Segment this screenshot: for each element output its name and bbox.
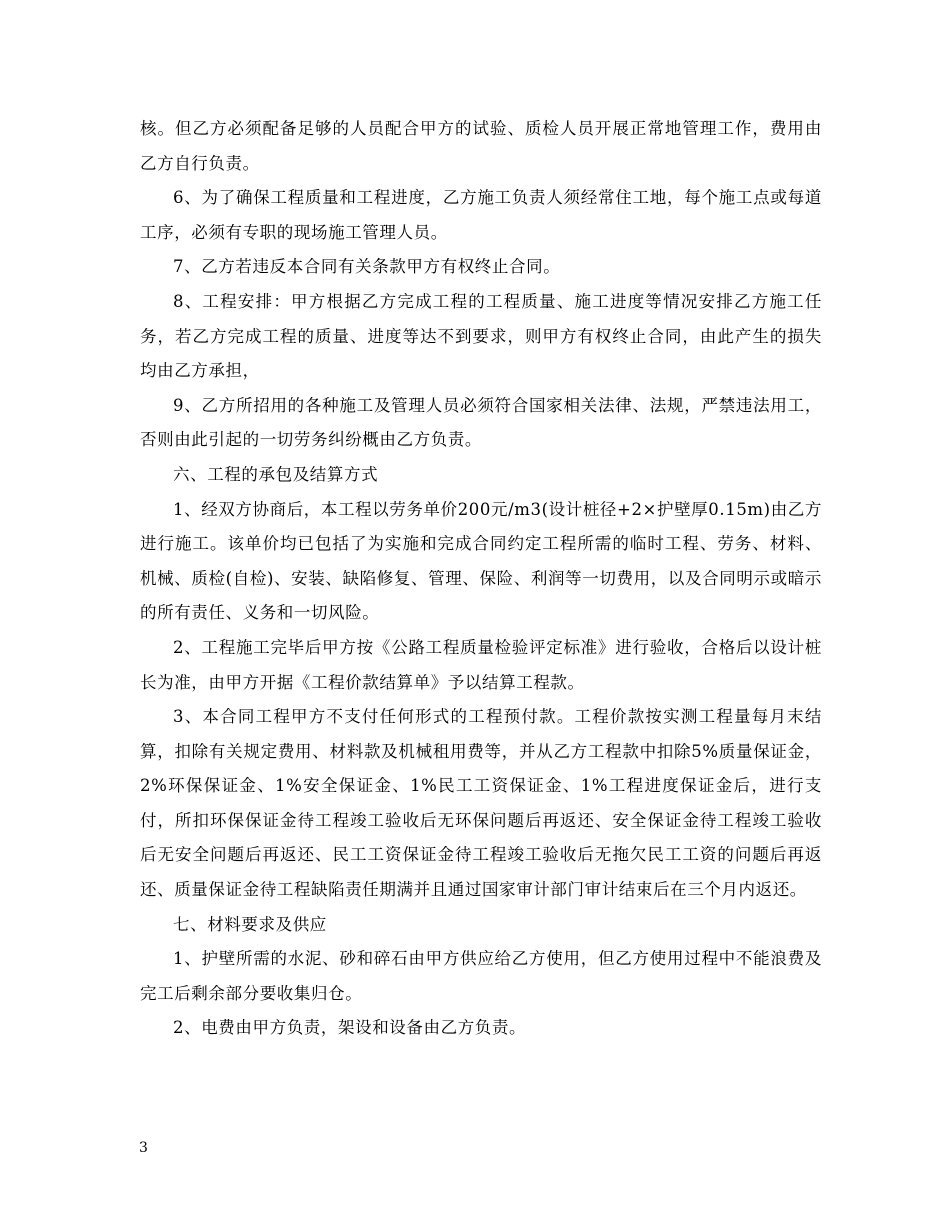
paragraph-clause-8: 8、工程安排：甲方根据乙方完成工程的工程质量、施工进度等情况安排乙方施工任务，若乙方完成工程的质量、进度等达不到要求，则甲方有权终止合同，由此产生的损失均由乙方承担， <box>140 291 822 381</box>
paragraph-6-2: 2、工程施工完毕后甲方按《公路工程质量检验评定标准》进行验收，合格后以设计桩长为准，由甲方开据《工程价款结算单》予以结算工程款。 <box>140 637 822 692</box>
paragraph-clause-6: 6、为了确保工程质量和工程进度，乙方施工负责人须经常住工地，每个施工点或每道工序，必须有专职的现场施工管理人员。 <box>140 188 822 242</box>
page-number: 3 <box>139 1140 148 1156</box>
paragraph-continuation: 核。但乙方必须配备足够的人员配合甲方的试验、质检人员开展正常地管理工作，费用由乙方自行负责。 <box>140 119 822 173</box>
paragraph-6-1: 1、经双方协商后，本工程以劳务单价200元/m3(设计桩径+2×护壁厚0.15m)由乙方进行施工。该单价均已包括了为实施和完成合同约定工程所需的临时工程、劳务、材料、机械、质检(自检)、安装、缺陷修复、管理、保险、利润等一切费用，以及合同明示或暗示的所有责任、义务和一切风险。 <box>140 499 823 623</box>
document-body <box>140 112 822 1046</box>
paragraph-6-3: 3、本合同工程甲方不支付任何形式的工程预付款。工程价款按实测工程量每月末结算，扣除有关规定费用、材料款及机械租用费等，并从乙方工程款中扣除5%质量保证金，2%环保保证金、1%安全保证金、1%民工工资保证金、1%工程进度保证金后，进行支付，所扣环保保证金待工程竣工验收后无环保问题后再返还、安全保证金待工程竣工验收后无安全问题后再返还、民工工资保证金待工程竣工验收后无拖欠民工工资的问题后再返还、质量保证金待工程缺陷责任期满并且通过国家审计部门审计结束后在三个月内返还。 <box>140 707 822 900</box>
paragraph-clause-7: 7、乙方若违反本合同有关条款甲方有权终止合同。 <box>173 257 561 277</box>
paragraph-clause-9: 9、乙方所招用的各种施工及管理人员必须符合国家相关法律、法规，严禁违法用工，否则由此引起的一切劳务纠纷概由乙方负责。 <box>140 395 822 450</box>
section-heading-7: 七、材料要求及供应 <box>173 914 327 934</box>
paragraph-7-1: 1、护壁所需的水泥、砂和碎石由甲方供应给乙方使用，但乙方使用过程中不能浪费及完工后剩余部分要收集归仓。 <box>140 949 822 1003</box>
paragraph-7-2: 2、电费由甲方负责，架设和设备由乙方负责。 <box>173 1018 527 1038</box>
section-heading-6: 六、工程的承包及结算方式 <box>173 464 379 484</box>
